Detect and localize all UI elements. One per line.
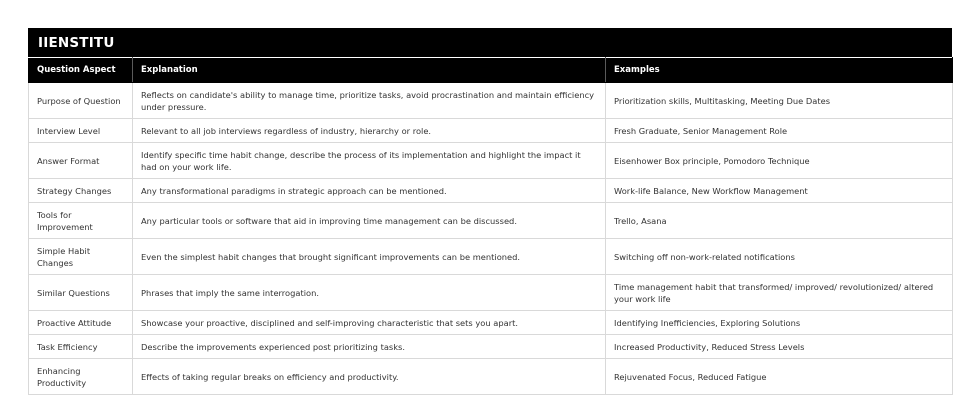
cell-examples: Prioritization skills, Multitasking, Meeting Due Dates <box>606 83 953 119</box>
cell-aspect: Strategy Changes <box>29 179 133 203</box>
table-row <box>29 275 953 311</box>
table-row <box>29 239 953 275</box>
cell-examples: Trello, Asana <box>606 203 953 239</box>
cell-explanation: Reflects on candidate's ability to manage time, prioritize tasks, avoid procrastination and maintain efficiency under pressure. <box>133 83 606 119</box>
table-row <box>29 119 953 143</box>
cell-aspect: Interview Level <box>29 119 133 143</box>
cell-aspect: Proactive Attitude <box>29 311 133 335</box>
header-row <box>29 58 953 83</box>
column-header-aspect: Question Aspect <box>29 58 133 83</box>
cell-examples: Eisenhower Box principle, Pomodoro Technique <box>606 143 953 179</box>
cell-examples: Fresh Graduate, Senior Management Role <box>606 119 953 143</box>
table-row <box>29 335 953 359</box>
cell-examples: Increased Productivity, Reduced Stress Levels <box>606 335 953 359</box>
cell-explanation: Describe the improvements experienced post prioritizing tasks. <box>133 335 606 359</box>
cell-explanation: Even the simplest habit changes that brought significant improvements can be mentioned. <box>133 239 606 275</box>
cell-aspect: Answer Format <box>29 143 133 179</box>
table-row <box>29 203 953 239</box>
cell-aspect: Tools for Improvement <box>29 203 133 239</box>
cell-aspect: Purpose of Question <box>29 83 133 119</box>
table-row <box>29 359 953 395</box>
cell-explanation: Relevant to all job interviews regardless of industry, hierarchy or role. <box>133 119 606 143</box>
cell-examples: Work-life Balance, New Workflow Management <box>606 179 953 203</box>
cell-examples: Time management habit that transformed/ improved/ revolutionized/ altered your work life <box>606 275 953 311</box>
cell-examples: Switching off non-work-related notifications <box>606 239 953 275</box>
brand-title: IIENSTITU <box>28 28 952 57</box>
cell-explanation: Identify specific time habit change, describe the process of its implementation and highlight the impact it had on your work life. <box>133 143 606 179</box>
column-header-explanation: Explanation <box>133 58 606 83</box>
cell-explanation: Any particular tools or software that aid in improving time management can be discussed. <box>133 203 606 239</box>
cell-examples: Rejuvenated Focus, Reduced Fatigue <box>606 359 953 395</box>
cell-aspect: Similar Questions <box>29 275 133 311</box>
cell-aspect: Simple Habit Changes <box>29 239 133 275</box>
cell-examples: Identifying Inefficiencies, Exploring Solutions <box>606 311 953 335</box>
cell-aspect: Task Efficiency <box>29 335 133 359</box>
table-row <box>29 311 953 335</box>
column-header-examples: Examples <box>606 58 953 83</box>
data-table <box>28 57 953 395</box>
table-row <box>29 179 953 203</box>
cell-explanation: Any transformational paradigms in strategic approach can be mentioned. <box>133 179 606 203</box>
cell-aspect: Enhancing Productivity <box>29 359 133 395</box>
table-row <box>29 143 953 179</box>
cell-explanation: Showcase your proactive, disciplined and self-improving characteristic that sets you apart. <box>133 311 606 335</box>
cell-explanation: Phrases that imply the same interrogation. <box>133 275 606 311</box>
cell-explanation: Effects of taking regular breaks on efficiency and productivity. <box>133 359 606 395</box>
table-row <box>29 83 953 119</box>
table-container <box>28 28 952 395</box>
